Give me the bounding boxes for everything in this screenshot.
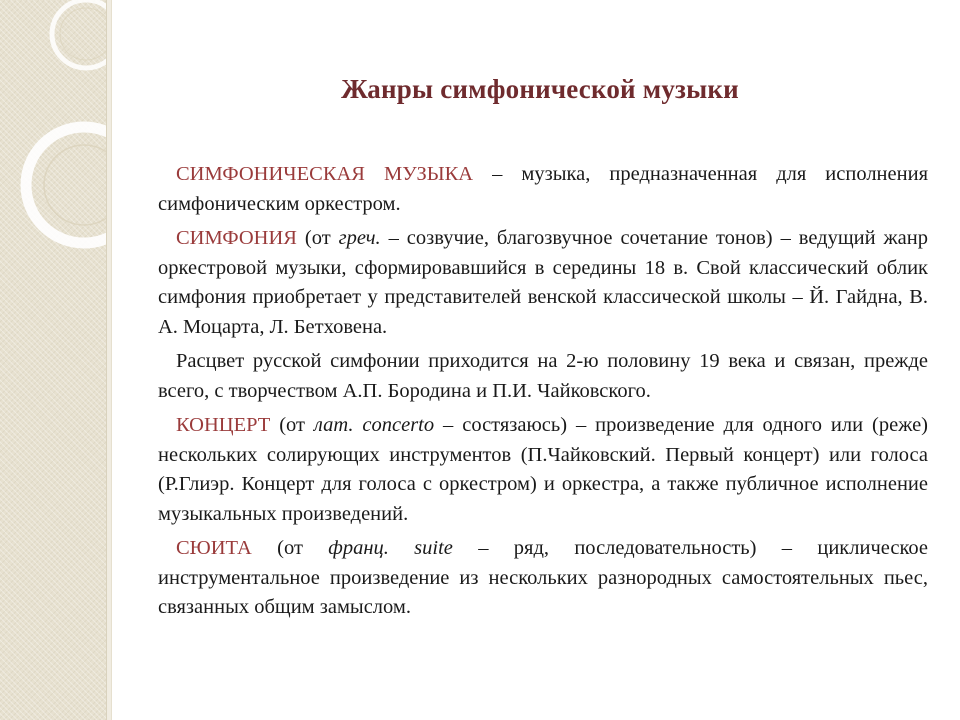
paragraph-suite bbox=[158, 534, 928, 623]
slide-body bbox=[158, 160, 928, 628]
etymology-language: греч. bbox=[338, 227, 381, 249]
term-suite: СЮИТА bbox=[176, 537, 252, 559]
paragraph-russian-symphony bbox=[158, 347, 928, 406]
term-symphony: СИМФОНИЯ bbox=[176, 227, 297, 249]
definition-symphony: – созвучие, благозвучное сочетание тонов) – ведущий жанр оркестровой музыки, сформировавшийся в середины 18 в. Свой классический облик симфония приобретает у представителей венской классической школы – Й. Гайдна, В. А. Моцарта, Л. Бетховена. bbox=[158, 227, 929, 338]
etymology-language: франц. suite bbox=[328, 537, 453, 559]
paragraph-symphony bbox=[158, 224, 928, 342]
slide-title: Жанры симфонической музыки bbox=[341, 74, 739, 104]
definition-concerto: – состязаюсь) – произведение для одного или (реже) нескольких солирующих инструментов (П.Чайковский. Первый концерт) или голоса (Р.Глиэр. Концерт для голоса с оркестром) и оркестра, а также публичное исполнение музыкальных произведений. bbox=[158, 414, 929, 525]
paragraph-symphonic-music bbox=[158, 160, 928, 219]
etymology-language: лат. concerto bbox=[313, 414, 435, 436]
paragraph-concerto bbox=[158, 411, 928, 529]
side-divider bbox=[106, 0, 112, 720]
definition-suite: – ряд, последовательность) – циклическое инструментальное произведение из нескольких разнородных самостоятельных пьес, связанных общим замыслом. bbox=[158, 537, 928, 618]
definition-symphonic-music: – музыка, предназначенная для исполнения симфоническим оркестром. bbox=[158, 163, 928, 215]
etymology-prefix: (от bbox=[296, 227, 339, 249]
etymology-prefix: (от bbox=[251, 537, 329, 559]
text-russian-symphony: Расцвет русской симфонии приходится на 2-ю половину 19 века и связан, прежде всего, с творчеством А.П. Бородина и П.И. Чайковского. bbox=[158, 350, 928, 402]
decorative-rings-icon bbox=[0, 0, 106, 720]
term-symphonic-music: СИМФОНИЧЕСКАЯ МУЗЫКА bbox=[176, 163, 474, 185]
decorative-side-panel bbox=[0, 0, 106, 720]
term-concerto: КОНЦЕРТ bbox=[176, 414, 271, 436]
etymology-prefix: (от bbox=[270, 414, 314, 436]
